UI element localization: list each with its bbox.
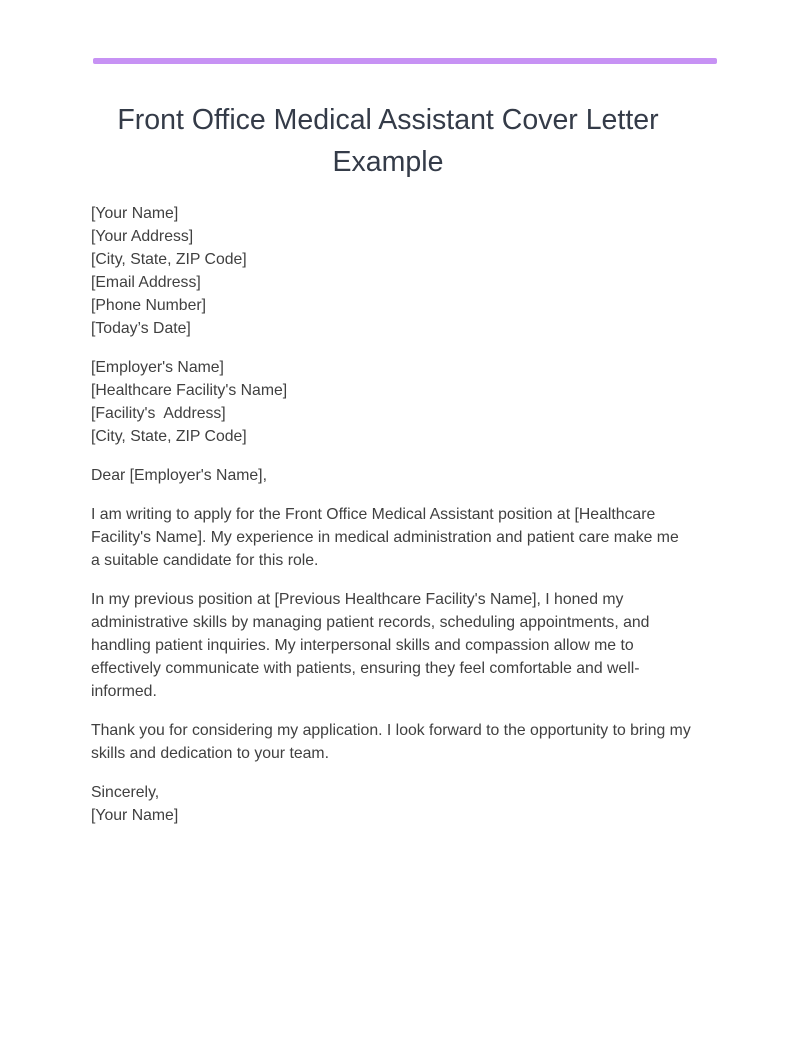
closing-word: Sincerely, xyxy=(91,784,160,801)
letter-body xyxy=(91,202,691,843)
thank-you-paragraph: Thank you for considering my application. I look forward to the opportunity to bring my skills and dedication to your team. xyxy=(91,722,691,762)
salutation: Dear [Employer's Name], xyxy=(91,467,267,484)
facility-address: [Facility's Address] xyxy=(91,405,226,422)
accent-bar xyxy=(93,58,717,64)
intro-paragraph: I am writing to apply for the Front Office Medical Assistant position at [Healthcare Facility's Name]. My experience in medical administration and patient care make me a suitable candidate for this role. xyxy=(91,506,679,569)
sender-address: [Your Address] xyxy=(91,228,194,245)
document-title: Front Office Medical Assistant Cover Letter Example xyxy=(117,104,659,178)
signature-name: [Your Name] xyxy=(91,807,179,824)
employer-name: [Employer's Name] xyxy=(91,359,224,376)
sender-address-block xyxy=(91,202,691,340)
sender-email: [Email Address] xyxy=(91,274,201,291)
sender-name: [Your Name] xyxy=(91,205,179,222)
sender-city-state-zip: [City, State, ZIP Code] xyxy=(91,251,247,268)
recipient-address-block xyxy=(91,356,691,448)
closing-block xyxy=(91,781,691,827)
letter-date: [Today’s Date] xyxy=(91,320,191,337)
experience-paragraph: In my previous position at [Previous Healthcare Facility's Name], I honed my administrative skills by managing patient records, scheduling appointments, and handling patient inquiries. My interpersonal skills and compassion allow me to effectively communicate with patients, ensuring they feel comfortable and well-informed. xyxy=(91,591,650,700)
sender-phone: [Phone Number] xyxy=(91,297,207,314)
facility-name: [Healthcare Facility's Name] xyxy=(91,382,288,399)
facility-city-state-zip: [City, State, ZIP Code] xyxy=(91,428,247,445)
